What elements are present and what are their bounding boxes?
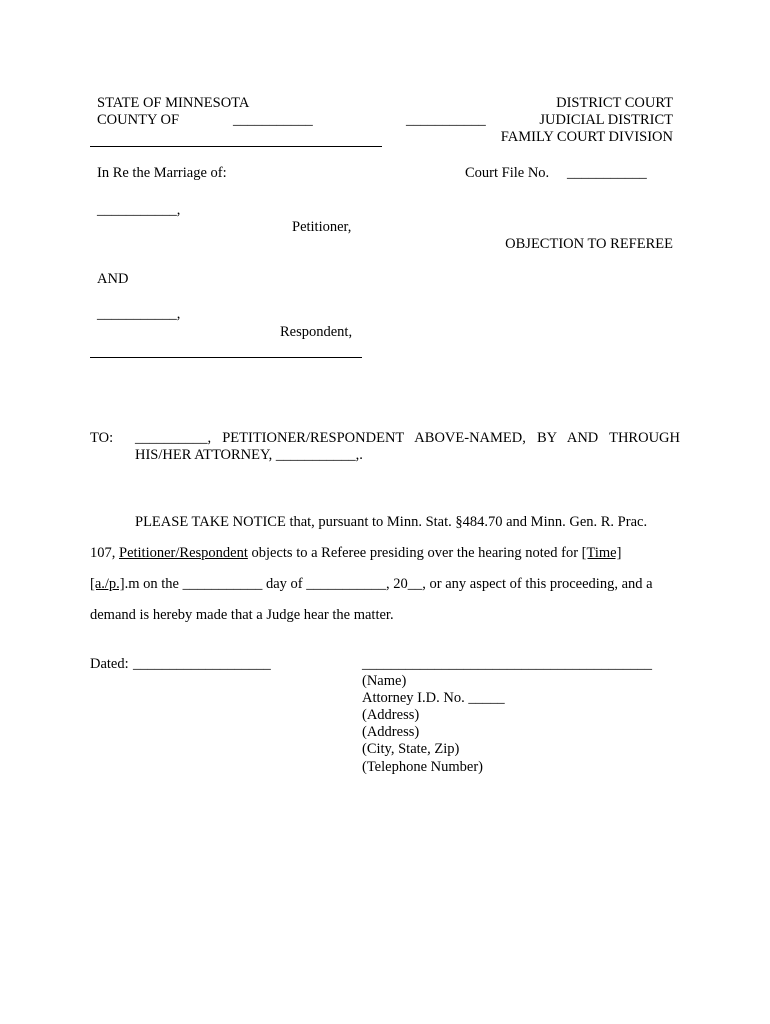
caption-divider-top <box>90 146 382 147</box>
to-label: TO: <box>90 430 114 446</box>
caption-divider-bottom <box>90 357 362 358</box>
notice-line-3 <box>90 576 653 593</box>
district-blank: ___________ <box>406 112 486 128</box>
address-line-2: (Address) <box>362 724 420 740</box>
notice-line-2 <box>90 545 621 562</box>
party-placeholder: Petitioner/Respondent <box>119 545 248 561</box>
am-pm-placeholder: [a./p.] <box>90 576 125 592</box>
dated-label: Dated: <box>90 656 129 672</box>
state-heading: STATE OF MINNESOTA <box>97 95 250 111</box>
notice-line-1: PLEASE TAKE NOTICE that, pursuant to Minn. Stat. §484.70 and Minn. Gen. R. Prac. <box>135 514 648 530</box>
notice-line-2-prefix: 107, <box>90 545 116 561</box>
telephone-number: (Telephone Number) <box>362 759 483 775</box>
attorney-id: Attorney I.D. No. _____ <box>362 690 505 706</box>
notice-line-2-middle: objects to a Referee presiding over the hearing noted for <box>251 545 579 561</box>
time-placeholder: [Time] <box>581 545 622 561</box>
county-heading: COUNTY OF <box>97 112 180 128</box>
dated-blank: ___________________ <box>133 656 271 672</box>
petitioner-label: Petitioner, <box>292 219 352 235</box>
county-blank: ___________ <box>233 112 313 128</box>
address-line-1: (Address) <box>362 707 420 723</box>
signature-line: ________________________________________ <box>362 656 652 672</box>
attorney-name: (Name) <box>362 673 407 689</box>
and-label: AND <box>97 271 129 287</box>
to-line-2: HIS/HER ATTORNEY, ___________,. <box>135 447 363 463</box>
respondent-name-blank: ___________, <box>97 306 181 322</box>
notice-line-3-rest: .m on the ___________ day of ___________, 20__, or any aspect of this proceeding, and a <box>124 576 653 592</box>
to-line-1: __________, PETITIONER/RESPONDENT ABOVE-NAMED, BY AND THROUGH <box>135 430 680 446</box>
respondent-label: Respondent, <box>280 324 353 340</box>
petitioner-name-blank: ___________, <box>97 202 181 218</box>
court-heading: DISTRICT COURT <box>556 95 673 111</box>
court-file-label: Court File No. <box>465 165 550 181</box>
in-re-label: In Re the Marriage of: <box>97 165 227 181</box>
document-title: OBJECTION TO REFEREE <box>505 236 673 252</box>
court-file-blank: ___________ <box>567 165 647 181</box>
city-state-zip: (City, State, Zip) <box>362 741 460 757</box>
judicial-district-heading: JUDICIAL DISTRICT <box>539 112 673 128</box>
notice-line-4: demand is hereby made that a Judge hear the matter. <box>90 607 394 623</box>
division-heading: FAMILY COURT DIVISION <box>500 129 673 145</box>
